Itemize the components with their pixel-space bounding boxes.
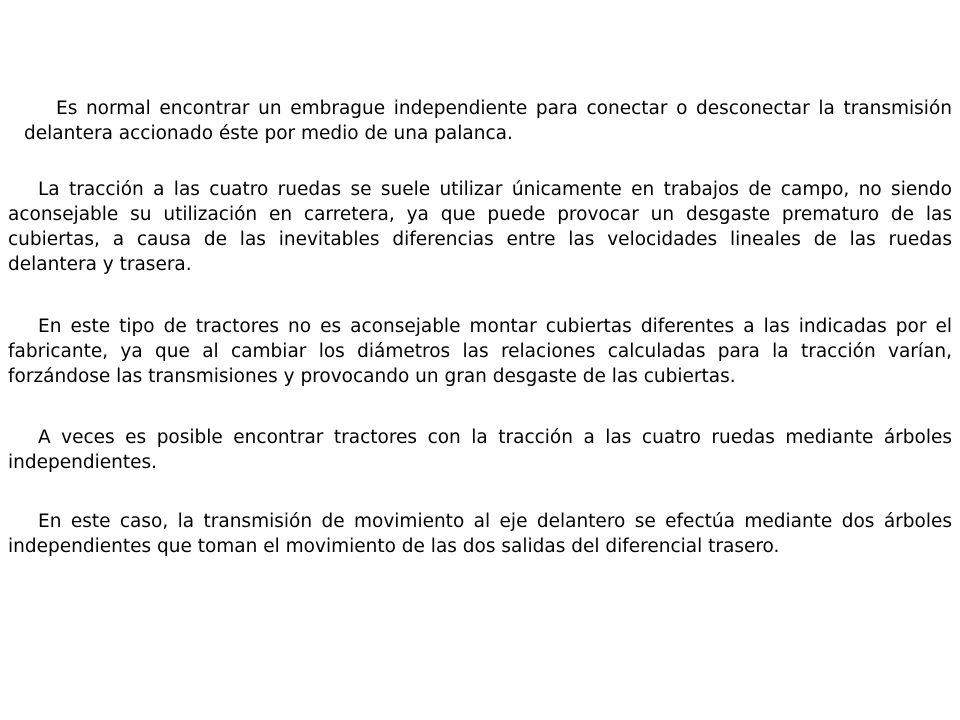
paragraph-line: aconsejable su utilización en carretera, ya que puede provocar un desgaste prematuro de las <box>8 204 952 225</box>
paragraph-4 <box>8 425 952 475</box>
paragraph-5 <box>8 509 952 559</box>
paragraph-line: La tracción a las cuatro ruedas se suele utilizar únicamente en trabajos de campo, no siendo <box>38 179 952 200</box>
paragraph-line: Es normal encontrar un embrague independiente para conectar o desconectar la transmisión <box>56 98 952 119</box>
paragraph-2 <box>8 177 952 277</box>
paragraph-line: En este tipo de tractores no es aconsejable montar cubiertas diferentes a las indicadas por el <box>38 316 952 337</box>
paragraph-line: independientes. <box>8 452 157 473</box>
paragraph-line: En este caso, la transmisión de movimiento al eje delantero se efectúa mediante dos árboles <box>38 511 952 532</box>
paragraph-1 <box>10 96 952 146</box>
paragraph-line: delantera y trasera. <box>8 254 192 275</box>
paragraph-line: A veces es posible encontrar tractores con la tracción a las cuatro ruedas mediante árboles <box>38 427 952 448</box>
paragraph-line: fabricante, ya que al cambiar los diámetros las relaciones calculadas para la tracción varían, <box>8 341 952 362</box>
paragraph-line: forzándose las transmisiones y provocando un gran desgaste de las cubiertas. <box>8 366 736 387</box>
paragraph-line: delantera accionado éste por medio de una palanca. <box>24 123 513 144</box>
paragraph-line: cubiertas, a causa de las inevitables diferencias entre las velocidades lineales de las ruedas <box>8 229 952 250</box>
paragraph-line: independientes que toman el movimiento de las dos salidas del diferencial trasero. <box>8 536 780 557</box>
paragraph-3 <box>8 314 952 389</box>
